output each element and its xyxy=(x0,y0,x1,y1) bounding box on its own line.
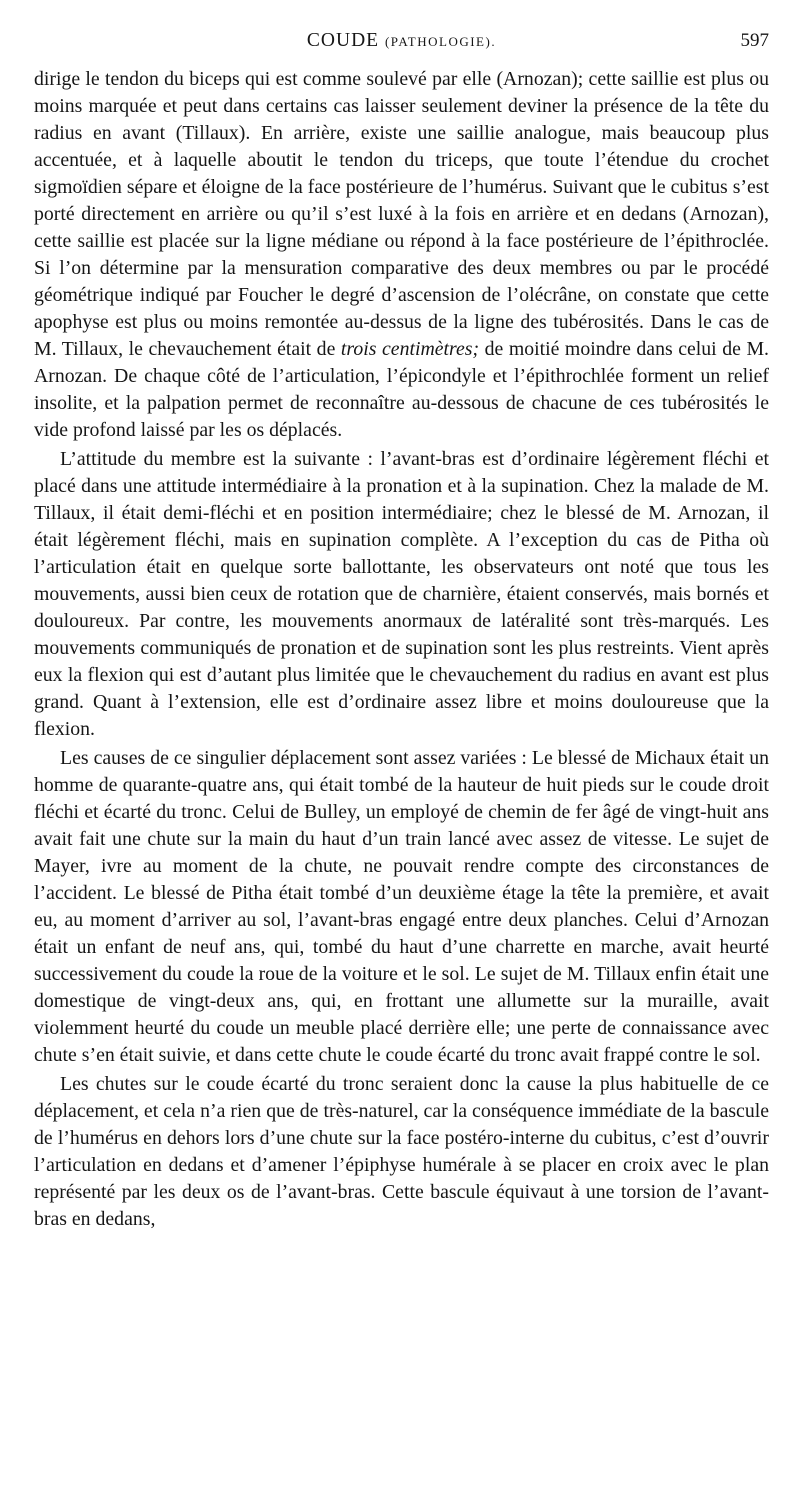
running-title-main: COUDE xyxy=(306,30,380,51)
paragraph-1-text: dirige le tendon du biceps qui est comme soulevé par elle (Arnozan); cette saillie est plus ou moins marquée et peut dans certains cas laisser seulement deviner la présence de la tête du radius en avant (Tillaux). En arrière, existe une saillie analogue, mais beaucoup plus accentuée, et à laquelle aboutit le tendon du triceps, que toute l’étendue du crochet sigmoïdien sépare et éloigne de la face postérieure de l’humérus. Suivant que le cubitus s’est porté directement en arrière ou qu’il s’est luxé à la fois en arrière et en dedans (Arnozan), cette saillie est placée sur la ligne médiane ou répond à la face postérieure de l’épithroclée. Si l’on détermine par la mensuration comparative des deux membres ou par le procédé géométrique indiqué par Foucher le degré d’ascension de l’olécrâne, on constate que cette apophyse est plus ou moins remontée au-dessus de la ligne des tubérosités. Dans le cas de M. Tillaux, le chevauchement était de xyxy=(34,68,769,360)
running-head xyxy=(34,30,769,56)
paragraph-4: Les chutes sur le coude écarté du tronc seraient donc la cause la plus habituelle de ce déplacement, et cela n’a rien que de très-naturel, car la conséquence immédiate de la bascule de l’humérus en dehors lors d’une chute sur la face postéro-interne du cubitus, c’est d’ouvrir l’articulation en dedans et d’amener l’épiphyse humérale à se placer en croix avec le plan représenté par les deux os de l’avant-bras. Cette bascule équivaut à une torsion de l’avant-bras en dedans, xyxy=(34,1073,769,1230)
running-title xyxy=(34,30,769,52)
paragraph-2: L’attitude du membre est la suivante : l’avant-bras est d’ordinaire légèrement fléchi et placé dans une attitude intermédiaire à la pronation et à la supination. Chez la malade de M. Tillaux, il était demi-fléchi et en position intermédiaire; chez le blessé de M. Arnozan, il était légèrement fléchi, mais en supination complète. A l’exception du cas de Pitha où l’articulation était en quelque sorte ballottante, les observateurs ont noté que tous les mouvements, aussi bien ceux de rotation que de charnière, étaient conservés, mais bornés et douloureux. Par contre, les mouvements anormaux de latéralité sont très-marqués. Les mouvements communiqués de pronation et de supination sont les plus restreints. Vient après eux la flexion qui est d’autant plus limitée que le chevauchement du radius en avant est plus grand. Quant à l’extension, elle est d’ordinaire assez libre et moins douloureuse que la flexion. xyxy=(34,448,769,740)
paragraph-1-after: de moitié moindre dans celui de M. Arnozan. De chaque côté de l’articulation, l’épicondyle et l’épithrochlée forment un relief insolite, et la palpation permet de reconnaître au-dessous de chacune de ces tubérosités le vide profond laissé par les os déplacés. xyxy=(34,338,769,441)
running-title-sub: (PATHOLOGIE). xyxy=(384,34,497,49)
paragraph-1 xyxy=(34,66,769,444)
body-text xyxy=(34,66,769,1233)
paragraph-3: Les causes de ce singulier déplacement sont assez variées : Le blessé de Michaux était un homme de quarante-quatre ans, qui était tombé de la hauteur de huit pieds sur le coude droit fléchi et écarté du tronc. Celui de Bulley, un employé de chemin de fer âgé de vingt-huit ans avait fait une chute sur la main du haut d’un train lancé avec assez de vitesse. Le sujet de Mayer, ivre au moment de la chute, ne pouvait rendre compte des circonstances de l’accident. Le blessé de Pitha était tombé d’un deuxième étage la tête la première, et avait eu, au moment d’arriver au sol, l’avant-bras engagé entre deux planches. Celui d’Arnozan était un enfant de neuf ans, qui, tombé du haut d’une charrette en marche, avait heurté successivement du coude la roue de la voiture et le sol. Le sujet de M. Tillaux enfin était une domestique de vingt-deux ans, qui, en frottant une allumette sur la muraille, avait violemment heurté du coude un meuble placé derrière elle; une perte de connaissance avec chute s’en était suivie, et dans cette chute le coude écarté du tronc avait frappé contre le sol. xyxy=(34,747,769,1066)
page-number: 597 xyxy=(740,30,769,51)
paragraph-1-italic: trois centimètres; xyxy=(340,338,480,360)
